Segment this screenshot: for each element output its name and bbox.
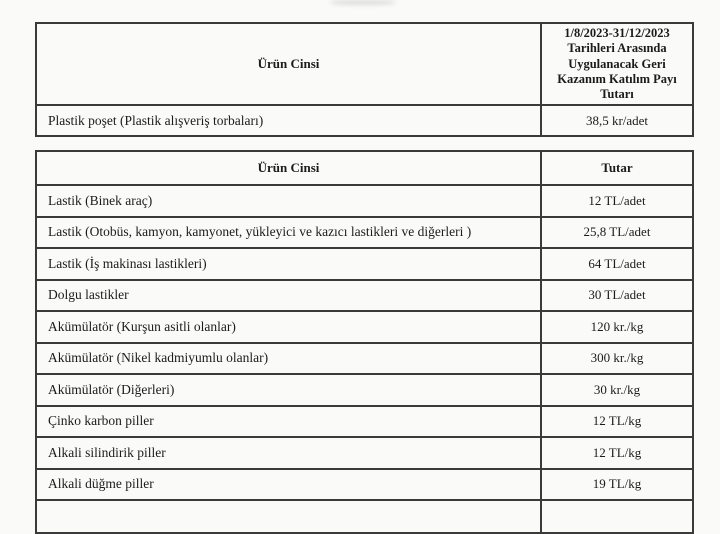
- fee-value-cell: 12 TL/kg: [541, 406, 693, 438]
- fee-value-cell: 19 TL/kg: [541, 469, 693, 501]
- product-name-cell: Alkali silindirik piller: [36, 437, 541, 469]
- product-name-cell: Akümülatör (Diğerleri): [36, 374, 541, 406]
- fee-value-cell: 12 TL/adet: [541, 185, 693, 217]
- fee-value-cell: 30 TL/adet: [541, 280, 693, 312]
- fee-value-cell: 12 TL/kg: [541, 437, 693, 469]
- fee-value-cell: [541, 500, 693, 533]
- product-name-cell: Plastik poşet (Plastik alışveriş torbaları): [36, 105, 541, 136]
- fee-value-cell: 30 kr./kg: [541, 374, 693, 406]
- product-name-cell: Dolgu lastikler: [36, 280, 541, 312]
- product-name-cell: Alkali düğme piller: [36, 469, 541, 501]
- table-header-row: [36, 151, 693, 185]
- recycling-contribution-fee-table: [35, 150, 694, 534]
- column-header-fee-period: 1/8/2023-31/12/2023 Tarihleri Arasında Uygulanacak Geri Kazanım Katılım Payı Tutarı: [541, 23, 693, 105]
- table-row-partial: [36, 500, 693, 533]
- table-row: [36, 280, 693, 312]
- fee-value-cell: 120 kr./kg: [541, 311, 693, 343]
- table-row: [36, 185, 693, 217]
- product-name-cell: Lastik (Binek araç): [36, 185, 541, 217]
- table-header-row: [36, 23, 693, 105]
- table-row: [36, 374, 693, 406]
- fee-value-cell: 25,8 TL/adet: [541, 217, 693, 249]
- column-header-product-type: Ürün Cinsi: [36, 151, 541, 185]
- product-name-cell: Lastik (Otobüs, kamyon, kamyonet, yükleyici ve kazıcı lastikleri ve diğerleri ): [36, 217, 541, 249]
- fee-value-cell: 64 TL/adet: [541, 248, 693, 280]
- scan-artifact: [330, 0, 396, 5]
- table-row: [36, 311, 693, 343]
- product-name-cell: Akümülatör (Kurşun asitli olanlar): [36, 311, 541, 343]
- product-name-cell: Lastik (İş makinası lastikleri): [36, 248, 541, 280]
- product-name-cell: [36, 500, 541, 533]
- table-row: [36, 248, 693, 280]
- table-row: [36, 343, 693, 375]
- fee-value-cell: 38,5 kr/adet: [541, 105, 693, 136]
- table-row: [36, 437, 693, 469]
- table-row: [36, 217, 693, 249]
- fee-value-cell: 300 kr./kg: [541, 343, 693, 375]
- plastic-bag-fee-table: [35, 22, 694, 137]
- column-header-product-type: Ürün Cinsi: [36, 23, 541, 105]
- column-header-amount: Tutar: [541, 151, 693, 185]
- table-row: [36, 105, 693, 136]
- table-row: [36, 406, 693, 438]
- product-name-cell: Çinko karbon piller: [36, 406, 541, 438]
- product-name-cell: Akümülatör (Nikel kadmiyumlu olanlar): [36, 343, 541, 375]
- table-row: [36, 469, 693, 501]
